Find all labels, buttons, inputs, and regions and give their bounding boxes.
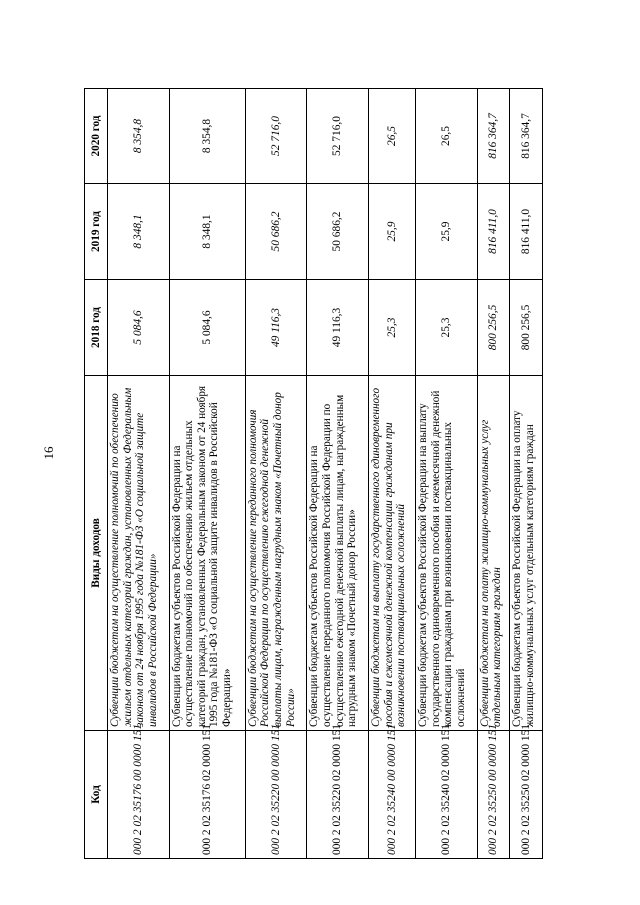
row-value-2018: 25,3 [369,280,416,376]
row-value-2020: 8 354,8 [169,89,245,184]
row-income-type: Субвенции бюджетам субъектов Российской Федерации на осуществление переданного полномочия Российской Федерации по осуществлению ежегодной денежной выплаты лицам, награжденным нагрудным знаком «Почетный донор России» [307,376,369,731]
row-value-2020: 8 354,8 [108,89,170,184]
table-row [245,89,307,859]
header-code: Код [85,731,108,859]
header-2020: 2020 год [85,89,108,184]
row-value-2019: 25,9 [416,184,478,280]
header-income-types: Виды доходов [85,376,108,731]
row-value-2020: 26,5 [369,89,416,184]
row-value-2018: 5 084,6 [169,280,245,376]
row-income-type: Субвенции бюджетам на осуществление полномочий по обеспечению жильем отдельных категорий граждан, установленных Федеральным законом от 24 ноября 1995 года №181-ФЗ «О социальной защите инвалидов в Российской Федерации» [108,376,170,731]
row-code: 000 2 02 35220 00 0000 151 [245,731,307,859]
row-value-2020: 816 364,7 [477,89,510,184]
row-code: 000 2 02 35176 02 0000 151 [169,731,245,859]
table-row [108,89,170,859]
row-value-2020: 52 716,0 [245,89,307,184]
table-header-row [85,89,108,859]
row-value-2020: 52 716,0 [307,89,369,184]
row-code: 000 2 02 35240 00 0000 151 [369,731,416,859]
row-value-2018: 5 084,6 [108,280,170,376]
table-row [510,89,543,859]
row-code: 000 2 02 35176 00 0000 151 [108,731,170,859]
row-income-type: Субвенции бюджетам субъектов Российской Федерации на выплату государственного единовременного пособия и ежемесячной денежной компенсации гражданам при возникновении поствакцинальных осложнений [416,376,478,731]
table-row [369,89,416,859]
row-value-2020: 26,5 [416,89,478,184]
row-value-2018: 49 116,3 [245,280,307,376]
row-value-2019: 50 686,2 [245,184,307,280]
row-income-type: Субвенции бюджетам на оплату жилищно-коммунальных услуг отдельным категориям граждан [477,376,510,731]
row-income-type: Субвенции бюджетам субъектов Российской Федерации на оплату жилищно-коммунальных услуг отдельным категориям граждан [510,376,543,731]
row-code: 000 2 02 35250 00 0000 151 [477,731,510,859]
table-row [416,89,478,859]
row-income-type: Субвенции бюджетам на выплату государственного единовременного пособия и ежемесячной денежной компенсации гражданам при возникновении поствакцинальных осложнений [369,376,416,731]
row-code: 000 2 02 35240 02 0000 151 [416,731,478,859]
table-row [477,89,510,859]
row-value-2018: 25,3 [416,280,478,376]
header-2019: 2019 год [85,184,108,280]
row-value-2019: 50 686,2 [307,184,369,280]
table-wrapper [84,89,543,859]
row-value-2020: 816 364,7 [510,89,543,184]
page-number: 16 [41,446,56,460]
row-value-2018: 49 116,3 [307,280,369,376]
row-value-2019: 816 411,0 [510,184,543,280]
row-value-2019: 25,9 [369,184,416,280]
row-value-2019: 8 348,1 [108,184,170,280]
header-2018: 2018 год [85,280,108,376]
table-row [169,89,245,859]
revenue-table [84,88,543,859]
row-value-2018: 800 256,5 [477,280,510,376]
row-code: 000 2 02 35220 02 0000 151 [307,731,369,859]
row-income-type: Субвенции бюджетам субъектов Российской Федерации на осуществление полномочий по обеспечению жильем отдельных категорий граждан, установленных Федеральным законом от 24 ноября 1995 года №181-ФЗ «О социальной защите инвалидов в Российской Федерации» [169,376,245,731]
table-row [307,89,369,859]
row-value-2018: 800 256,5 [510,280,543,376]
row-income-type: Субвенции бюджетам на осуществление переданного полномочия Российской Федерации по осуществлению ежегодной денежной выплаты лицам, награжденным нагрудным знаком «Почетный донор России» [245,376,307,731]
row-code: 000 2 02 35250 02 0000 151 [510,731,543,859]
row-value-2019: 8 348,1 [169,184,245,280]
row-value-2019: 816 411,0 [477,184,510,280]
